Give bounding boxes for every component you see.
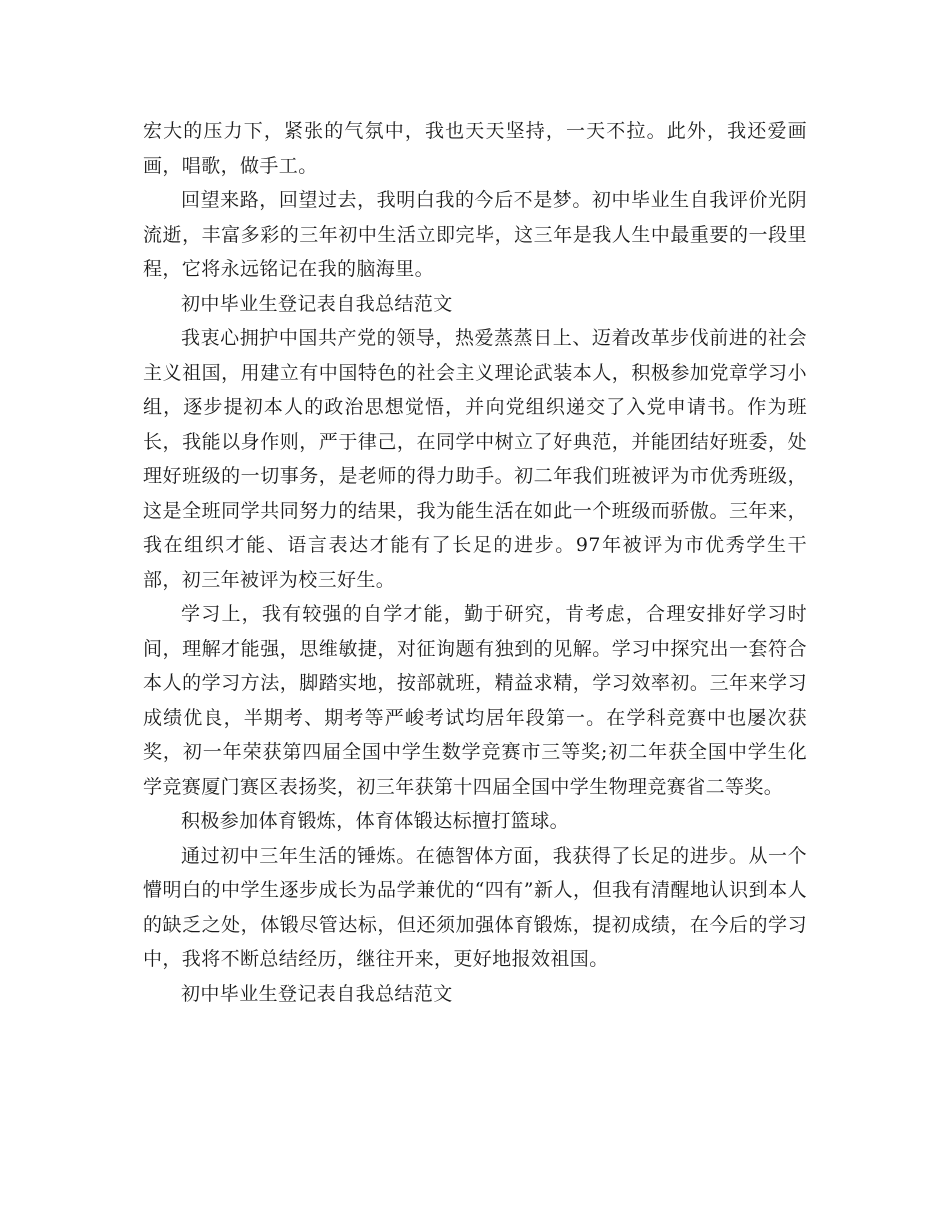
paragraph-reflection: 回望来路，回望过去，我明白我的今后不是梦。初中毕业生自我评价光阴流逝，丰富多彩的三年初中生活立即完毕，这三年是我人生中最重要的一段里程，它将永远铭记在我的脑海里。 [143,189,807,280]
section-heading-repeat: 初中毕业生登记表自我总结范文 [181,982,453,1005]
paragraph-study: 学习上，我有较强的自学才能，勤于研究，肯考虑，合理安排好学习时间，理解才能强，思维敏捷，对征询题有独到的见解。学习中探究出一套符合本人的学习方法，脚踏实地，按部就班，精益求精，学习效率初。三年来学习成绩优良，半期考、期考等严峻考试均居年段第一。在学科竞赛中也屡次获奖，初一年荣获第四届全国中学生数学竞赛市三等奖;初二年获全国中学生化学竞赛厦门赛区表扬奖，初三年获第十四届全国中学生物理竞赛省二等奖。 [143,603,807,798]
paragraph-continuation: 宏大的压力下，紧张的气氛中，我也天天坚持，一天不拉。此外，我还爱画画，唱歌，做手工。 [143,120,807,177]
paragraph-political: 我衷心拥护中国共产党的领导，热爱蒸蒸日上、迈着改革步伐前进的社会主义祖国，用建立有中国特色的社会主义理论武装本人，积极参加党章学习小组，逐步提初本人的政治思想觉悟，并向党组织递交了入党申请书。作为班长，我能以身作则，严于律己，在同学中树立了好典范，并能团结好班委，处理好班级的一切事务，是老师的得力助手。初二年我们班被评为市优秀班级，这是全班同学共同努力的结果，我为能生活在如此一个班级而骄傲。三年来，我在组织才能、语言表达才能有了长足的进步。97年被评为市优秀学生干部，初三年被评为校三好生。 [143,327,807,591]
paragraph-sports: 积极参加体育锻炼，体育体锻达标擅打篮球。 [181,810,570,832]
section-heading: 初中毕业生登记表自我总结范文 [181,292,453,315]
paragraph-summary: 通过初中三年生活的锤炼。在德智体方面，我获得了长足的进步。从一个懵明白的中学生逐步成长为品学兼优的“四有”新人，但我有清醒地认识到本人的缺乏之处，体锻尽管达标，但还须加强体育锻炼，提初成绩，在今后的学习中，我将不断总结经历，继往开来，更好地报效祖国。 [143,844,807,970]
document-body [143,114,807,1011]
